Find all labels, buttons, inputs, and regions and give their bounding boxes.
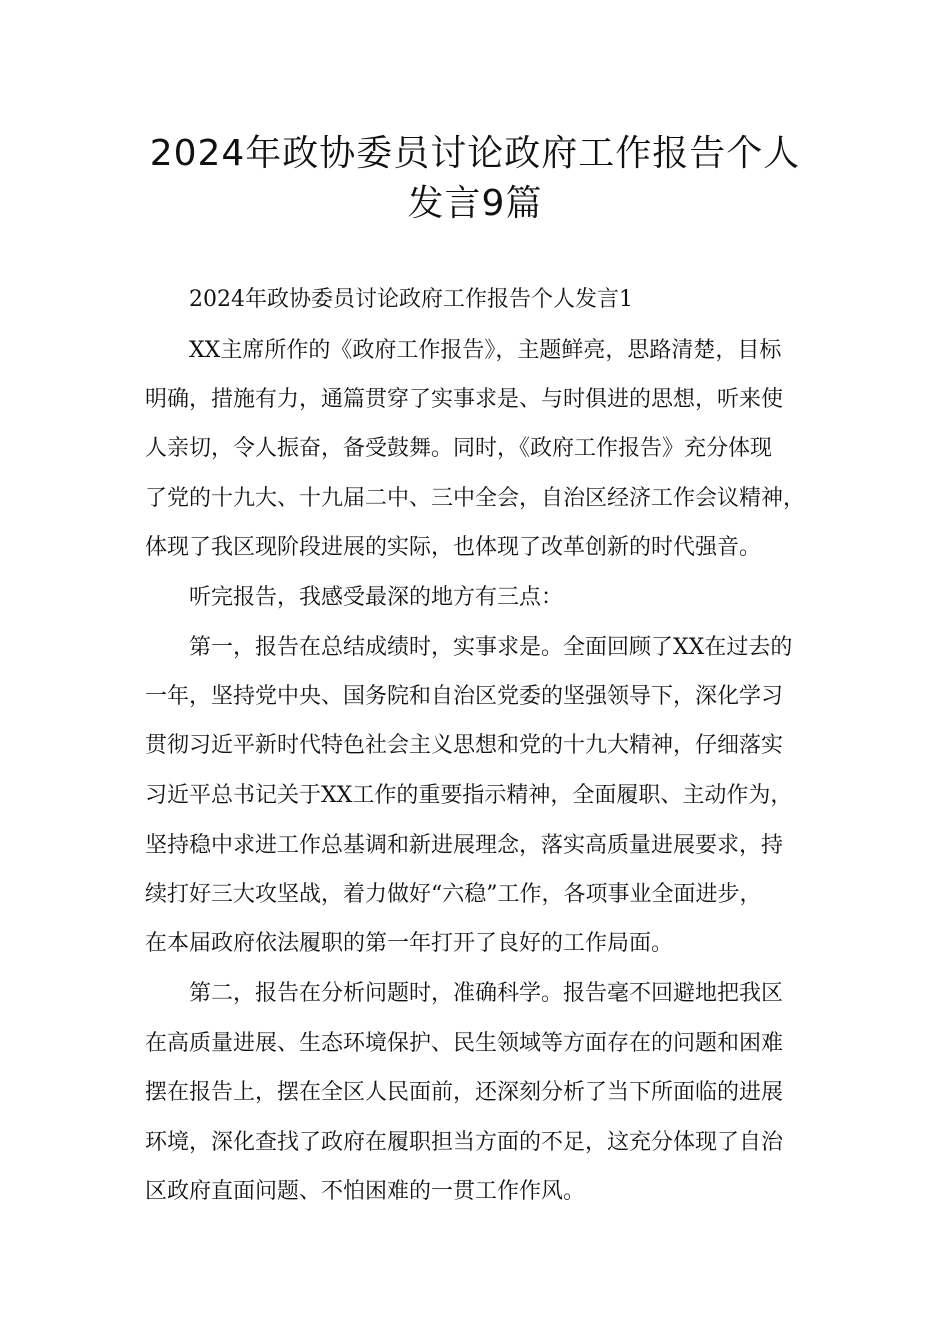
document-title-line-2: 发言9篇 (407, 183, 543, 224)
paragraph-line: 续打好三大攻坚战，着力做好“六稳”工作，各项事业全面进步， (145, 882, 762, 907)
paragraph-line: 坚持稳中求进工作总基调和新进展理念，落实高质量进展要求，持 (145, 833, 784, 858)
paragraph-line: 在本届政府依法履职的第一年打开了良好的工作局面。 (145, 931, 674, 956)
paragraph-line: 一年，坚持党中央、国务院和自治区党委的坚强领导下，深化学习 (145, 684, 784, 709)
paragraph-line: 明确，措施有力，通篇贯穿了实事求是、与时俱进的思想，听来使 (145, 387, 784, 412)
paragraph-line: 在高质量进展、生态环境保护、民生领域等方面存在的问题和困难 (145, 1031, 784, 1056)
document-title-line-1: 2024年政协委员讨论政府工作报告个人 (149, 133, 801, 174)
paragraph-line: 摆在报告上，摆在全区人民面前，还深刻分析了当下所面临的进展 (145, 1080, 784, 1105)
paragraph-line: XX主席所作的《政府工作报告》，主题鲜亮，思路清楚，目标 (189, 338, 782, 363)
paragraph-line: 体现了我区现阶段进展的实际，也体现了改革创新的时代强音。 (145, 535, 762, 560)
paragraph-line: 贯彻习近平新时代特色社会主义思想和党的十九大精神，仔细落实 (145, 733, 784, 758)
paragraph-line: 环境，深化查找了政府在履职担当方面的不足，这充分体现了自治 (145, 1130, 784, 1155)
paragraph-line: 了党的十九大、十九届二中、三中全会，自治区经济工作会议精神， (145, 486, 806, 511)
paragraph-line: 人亲切，令人振奋，备受鼓舞。同时，《政府工作报告》充分体现 (145, 436, 773, 461)
paragraph-line: 听完报告，我感受最深的地方有三点： (189, 585, 564, 610)
section-heading: 2024年政协委员讨论政府工作报告个人发言1 (189, 287, 633, 312)
paragraph-line: 第一，报告在总结成绩时，实事求是。全面回顾了XX在过去的 (189, 635, 793, 660)
paragraph-line: 区政府直面问题、不怕困难的一贯工作作风。 (145, 1179, 586, 1204)
paragraph-line: 习近平总书记关于XX工作的重要指示精神，全面履职、主动作为， (145, 783, 793, 808)
paragraph-line: 第二，报告在分析问题时，准确科学。报告毫不回避地把我区 (189, 981, 784, 1006)
